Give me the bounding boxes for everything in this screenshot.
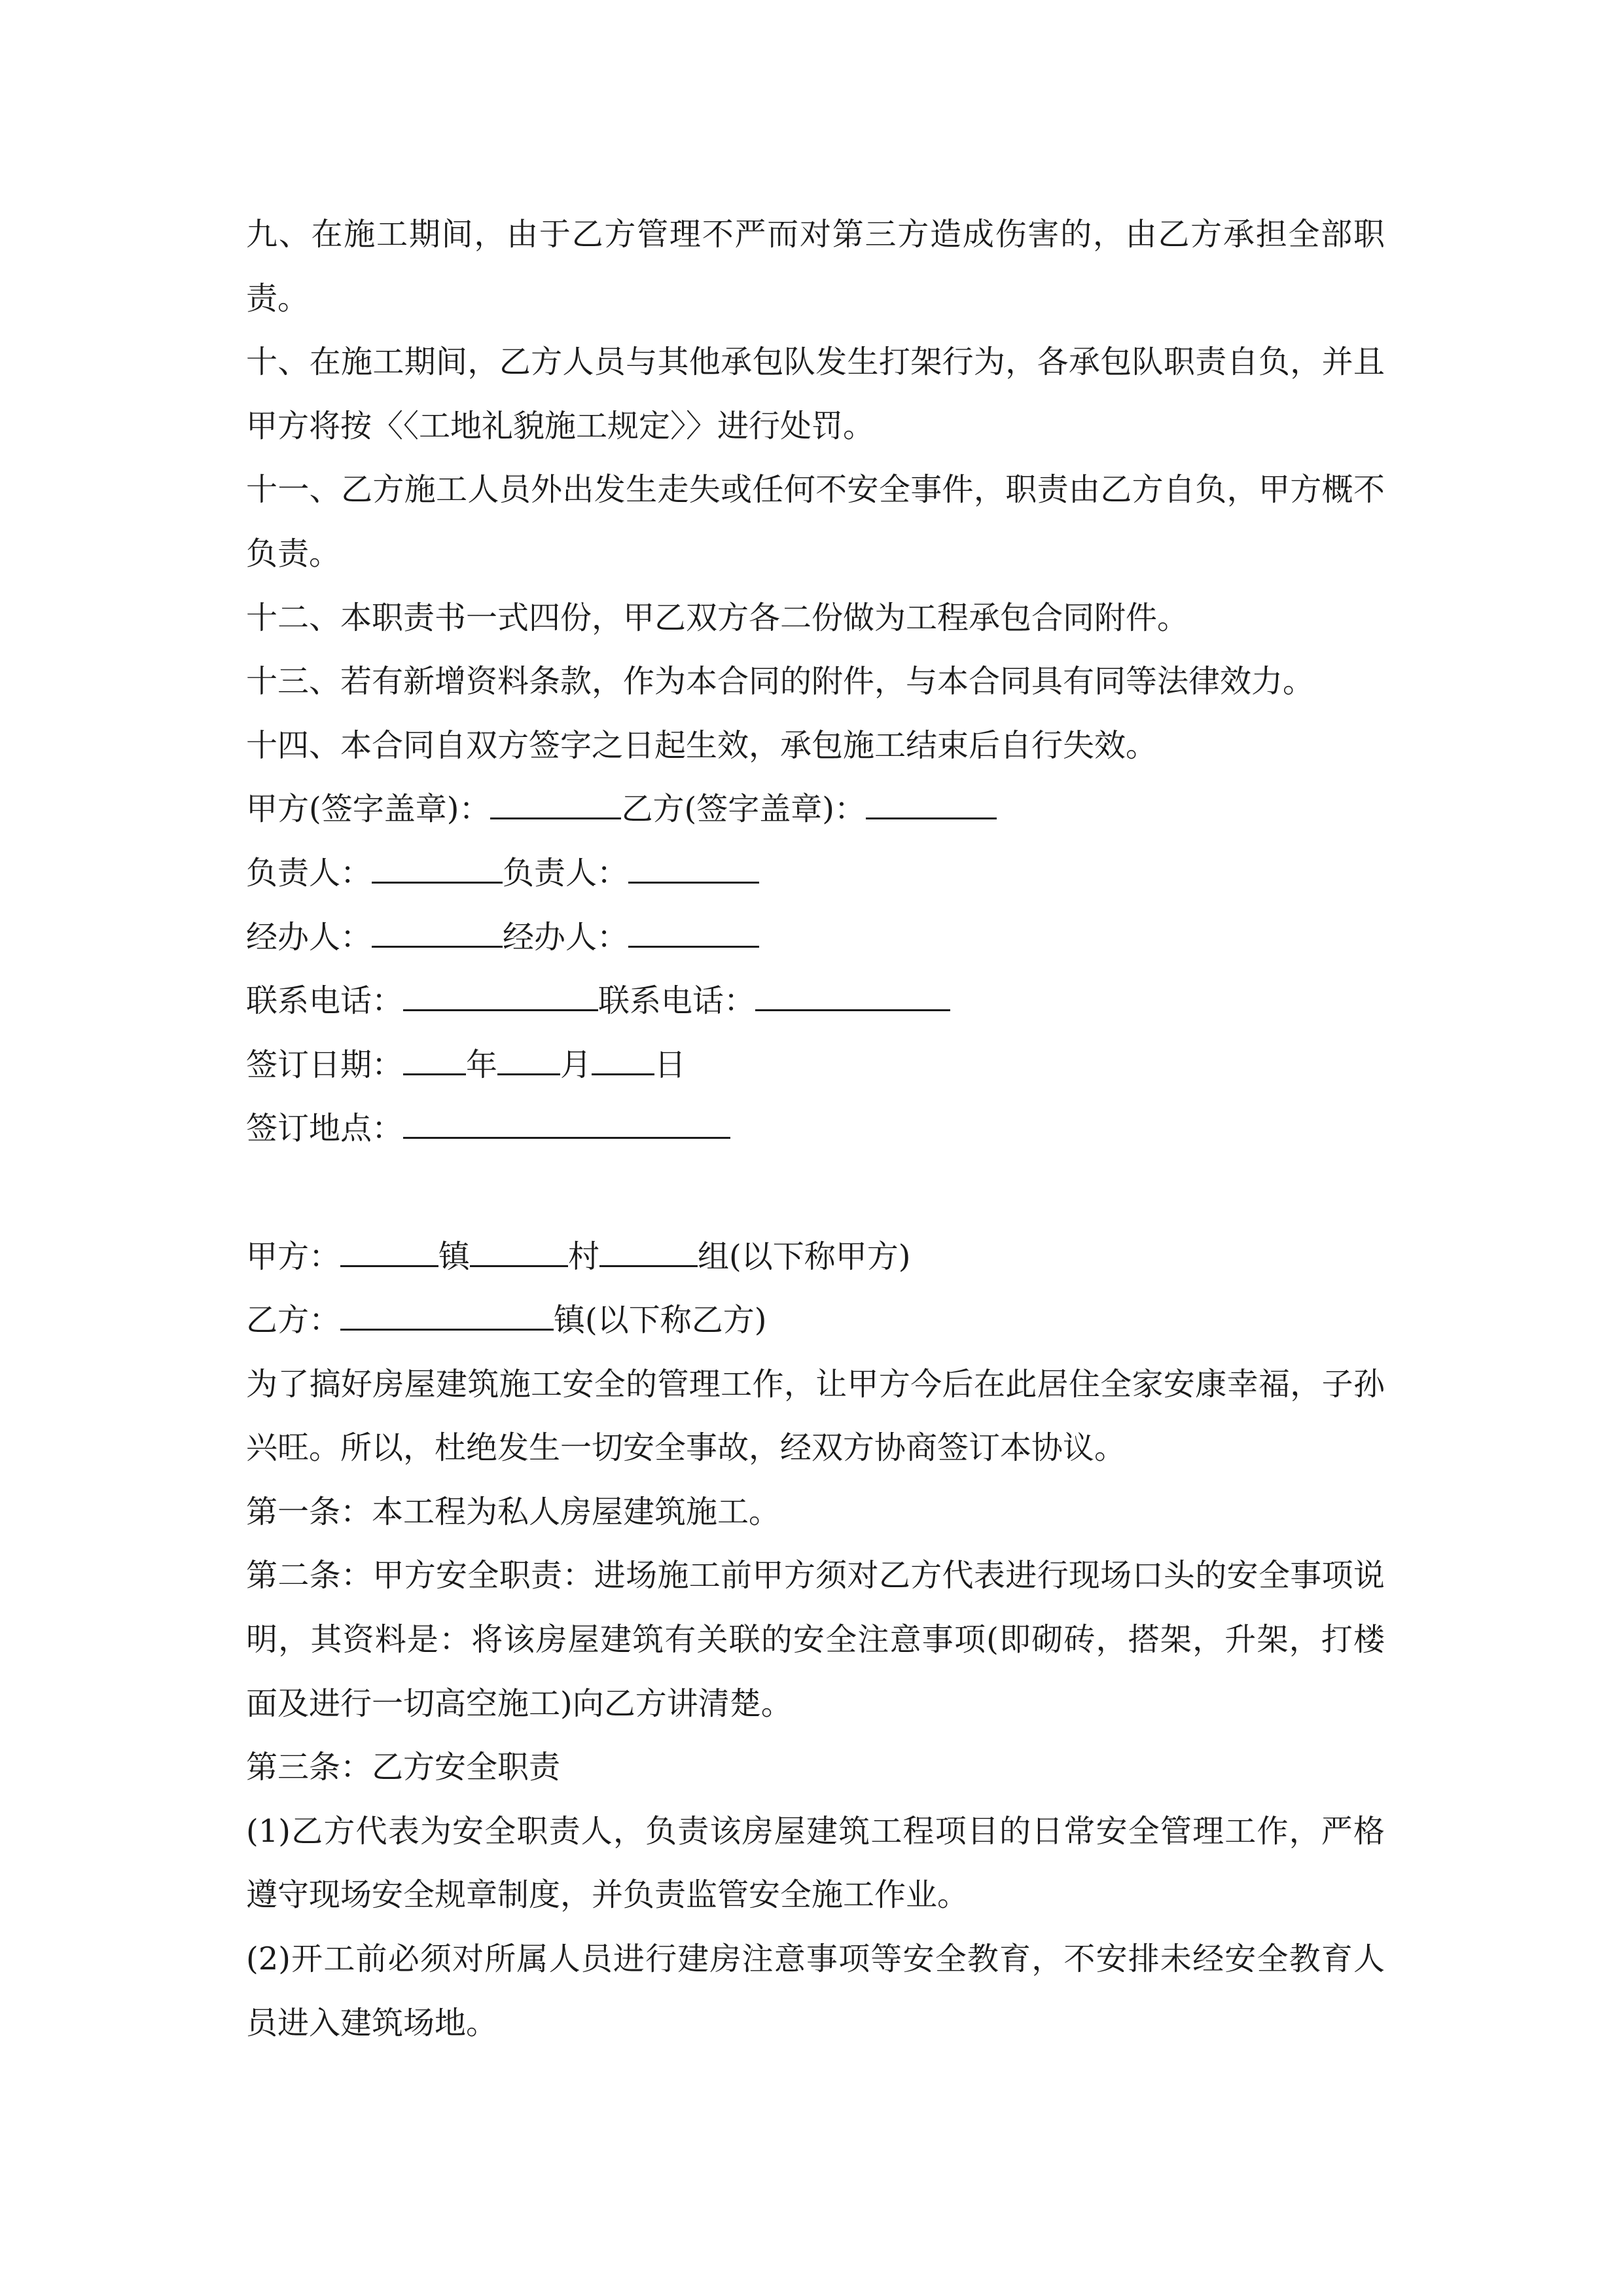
- clause-10: 十、在施工期间，乙方人员与其他承包队发生打架行为，各承包队职责自负，并且甲方将按〈〈工地礼貌施工规定〉〉进行处罚。: [246, 344, 1385, 444]
- article-3-heading: 第三条：乙方安全职责: [246, 1749, 561, 1786]
- party-b-town-blank: [340, 1300, 554, 1331]
- handler-a-label: 经办人：: [246, 918, 372, 956]
- clause-13: 十三、若有新增资料条款，作为本合同的附件，与本合同具有同等法律效力。: [246, 663, 1315, 700]
- month-label: 月: [560, 1046, 592, 1083]
- article-3-item-1: (1)乙方代表为安全职责人，负责该房屋建筑工程项目的日常安全管理工作，严格遵守现场安全规章制度，并负责监管安全施工作业。: [246, 1812, 1385, 1914]
- article-2: 第二条：甲方安全职责：进场施工前甲方须对乙方代表进行现场口头的安全事项说明，其资料是：将该房屋建筑有关联的安全注意事项(即砌砖，搭架，升架，打楼面及进行一切高空施工)向乙方讲清楚。: [246, 1557, 1385, 1722]
- year-label: 年: [466, 1046, 498, 1083]
- responsible-b-blank: [628, 853, 759, 884]
- group-blank: [599, 1236, 698, 1267]
- section-gap: [246, 1161, 1385, 1225]
- article-3-item-2: (2)开工前必须对所属人员进行建房注意事项等安全教育，不安排未经安全教育人员进入建筑场地。: [246, 1941, 1385, 2041]
- signature-row-place: [246, 1097, 1385, 1161]
- month-blank: [497, 1045, 560, 1075]
- document-page: [246, 203, 1385, 2055]
- party-a-sign-blank: [490, 789, 621, 819]
- group-label: 组(以下称甲方): [698, 1238, 911, 1275]
- signature-row-responsible: [246, 842, 1385, 906]
- phone-a-blank: [403, 980, 598, 1011]
- article-1: 第一条：本工程为私人房屋建筑施工。: [246, 1493, 781, 1530]
- responsible-a-label: 负责人：: [246, 854, 372, 891]
- date-label: 签订日期：: [246, 1046, 404, 1083]
- agreement-party-b-label: 乙方：: [246, 1302, 341, 1339]
- signature-row-phone: [246, 969, 1385, 1033]
- place-label: 签订地点：: [246, 1110, 404, 1147]
- town-label: 镇: [438, 1238, 471, 1275]
- party-a-sign-label: 甲方(签字盖章)：: [246, 791, 491, 828]
- handler-b-blank: [628, 917, 759, 948]
- clause-12: 十二、本职责书一式四份，甲乙双方各二份做为工程承包合同附件。: [246, 599, 1189, 636]
- day-blank: [592, 1045, 654, 1075]
- village-label: 村: [568, 1238, 600, 1275]
- party-b-sign-label: 乙方(签字盖章)：: [621, 791, 866, 828]
- clause-11: 十一、乙方施工人员外出发生走失或任何不安全事件，职责由乙方自负，甲方概不负责。: [246, 471, 1385, 572]
- town-blank: [340, 1236, 438, 1267]
- handler-a-blank: [372, 917, 503, 948]
- clause-9: 九、在施工期间，由于乙方管理不严而对第三方造成伤害的，由乙方承担全部职责。: [246, 216, 1385, 317]
- phone-b-blank: [755, 980, 950, 1011]
- agreement-party-a-row: [246, 1225, 1385, 1289]
- clause-14: 十四、本合同自双方签字之日起生效，承包施工结束后自行失效。: [246, 726, 1158, 764]
- place-blank: [403, 1108, 730, 1139]
- agreement-intro: 为了搞好房屋建筑施工安全的管理工作，让甲方今后在此居住全家安康幸福，子孙兴旺。所以，杜绝发生一切安全事故，经双方协商签订本协议。: [246, 1365, 1385, 1467]
- handler-b-label: 经办人：: [503, 918, 629, 956]
- year-blank: [403, 1045, 466, 1075]
- signature-row-date: [246, 1033, 1385, 1098]
- signature-row-parties: [246, 778, 1385, 842]
- responsible-a-blank: [372, 853, 503, 884]
- phone-b-label: 联系电话：: [598, 982, 756, 1020]
- phone-a-label: 联系电话：: [246, 982, 404, 1020]
- signature-row-handler: [246, 906, 1385, 970]
- agreement-party-b-row: [246, 1289, 1385, 1353]
- party-b-sign-blank: [866, 789, 997, 819]
- day-label: 日: [654, 1046, 687, 1083]
- village-blank: [470, 1236, 568, 1267]
- responsible-b-label: 负责人：: [503, 854, 629, 891]
- agreement-party-a-label: 甲方：: [246, 1238, 341, 1275]
- party-b-town-label: 镇(以下称乙方): [554, 1302, 767, 1339]
